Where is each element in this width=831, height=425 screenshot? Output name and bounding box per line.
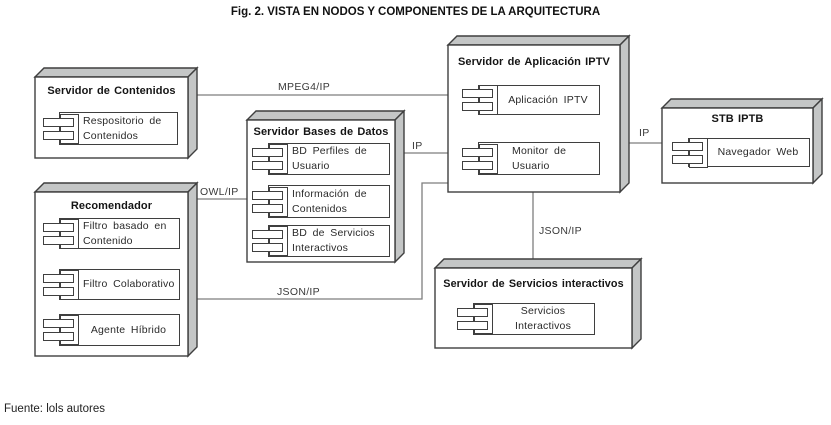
component-servicios-interactivos: Servicios Interactivos <box>473 303 595 335</box>
node-title-servicios-interactivos: Servidor de Servicios interactivos <box>443 278 624 290</box>
connector-label-json-app-servicios: JSON/IP <box>539 225 582 237</box>
connector-label-json-recom-app: JSON/IP <box>277 286 320 298</box>
component-bd-perfiles-de-usuario: BD Perfiles de Usuario <box>268 143 390 175</box>
component-bd-de-servicios-interactivos: BD de Servicios Interactivos <box>268 225 390 257</box>
component-navegador-web: Navegador Web <box>688 138 810 167</box>
source-note: Fuente: lols autores <box>4 403 106 415</box>
connector-label-ip-db-app: IP <box>412 140 423 152</box>
component-aplicacion-iptv: Aplicación IPTV <box>478 85 600 115</box>
node-title-bases-datos: Servidor Bases de Datos <box>253 126 389 138</box>
connector-label-owl: OWL/IP <box>200 186 239 198</box>
component-respositorio-de-contenidos: Respositorio de Contenidos <box>59 112 178 145</box>
component-filtro-basado-en-contenido: Filtro basado en Contenido <box>59 218 180 249</box>
node-title-contenidos: Servidor de Contenidos <box>47 85 176 97</box>
node-boxes <box>35 36 822 356</box>
connector-label-mpeg4: MPEG4/IP <box>278 81 330 93</box>
component-filtro-colaborativo: Filtro Colaborativo <box>59 269 180 300</box>
connector-label-ip-app-stb: IP <box>639 127 650 139</box>
node-title-aplicacion-iptv: Servidor de Aplicación IPTV <box>458 56 610 68</box>
component-agente-hibrido: Agente Híbrido <box>59 314 180 346</box>
component-monitor-de-usuario: Monitor de Usuario <box>478 142 600 175</box>
node-title-stb: STB IPTB <box>711 113 764 125</box>
component-informacion-de-contenidos: Información de Contenidos <box>268 185 390 218</box>
node-title-recomendador: Recomendador <box>70 200 153 212</box>
figure-title: Fig. 2. VISTA EN NODOS Y COMPONENTES DE LA ARQUITECTURA <box>230 6 601 18</box>
